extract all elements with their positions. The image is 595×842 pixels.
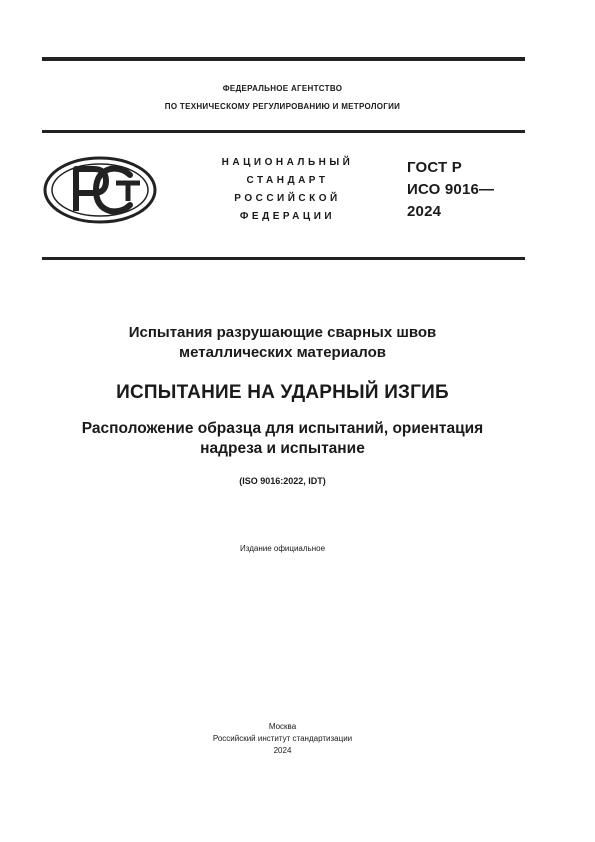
standard-type-line-1: НАЦИОНАЛЬНЫЙ	[221, 157, 354, 168]
standard-type-line-2: СТАНДАРТ	[246, 175, 329, 186]
designation-line-3: 2024	[407, 203, 442, 220]
title-line-2: металлических материалов	[178, 344, 386, 361]
footer-publisher: Российский институт стандартизации	[212, 734, 353, 743]
subtitle-line-1: Расположение образца для испытаний, ориентация	[81, 420, 484, 437]
gost-r-logo-icon	[42, 155, 158, 225]
footer-city: Москва	[268, 722, 297, 731]
standard-type-line-4: ФЕДЕРАЦИИ	[239, 211, 336, 222]
middle-rule	[42, 130, 525, 133]
designation-line-2: ИСО 9016—	[407, 181, 495, 198]
standard-type-line-3: РОССИЙСКОЙ	[234, 193, 341, 204]
top-rule	[42, 57, 525, 61]
iso-reference: (ISO 9016:2022, IDT)	[239, 476, 326, 486]
edition-label: Издание официальное	[239, 544, 326, 553]
agency-line-2: ПО ТЕХНИЧЕСКОМУ РЕГУЛИРОВАНИЮ И МЕТРОЛОГИИ	[164, 102, 401, 111]
bottom-rule	[42, 257, 525, 260]
subtitle-line-2: надреза и испытание	[200, 440, 365, 457]
agency-line-1: ФЕДЕРАЛЬНОЕ АГЕНТСТВО	[222, 84, 343, 93]
title-line-1: Испытания разрушающие сварных швов	[128, 324, 437, 341]
main-title: ИСПЫТАНИЕ НА УДАРНЫЙ ИЗГИБ	[116, 382, 449, 403]
designation-line-1: ГОСТ Р	[407, 159, 462, 176]
footer-year: 2024	[273, 746, 292, 755]
